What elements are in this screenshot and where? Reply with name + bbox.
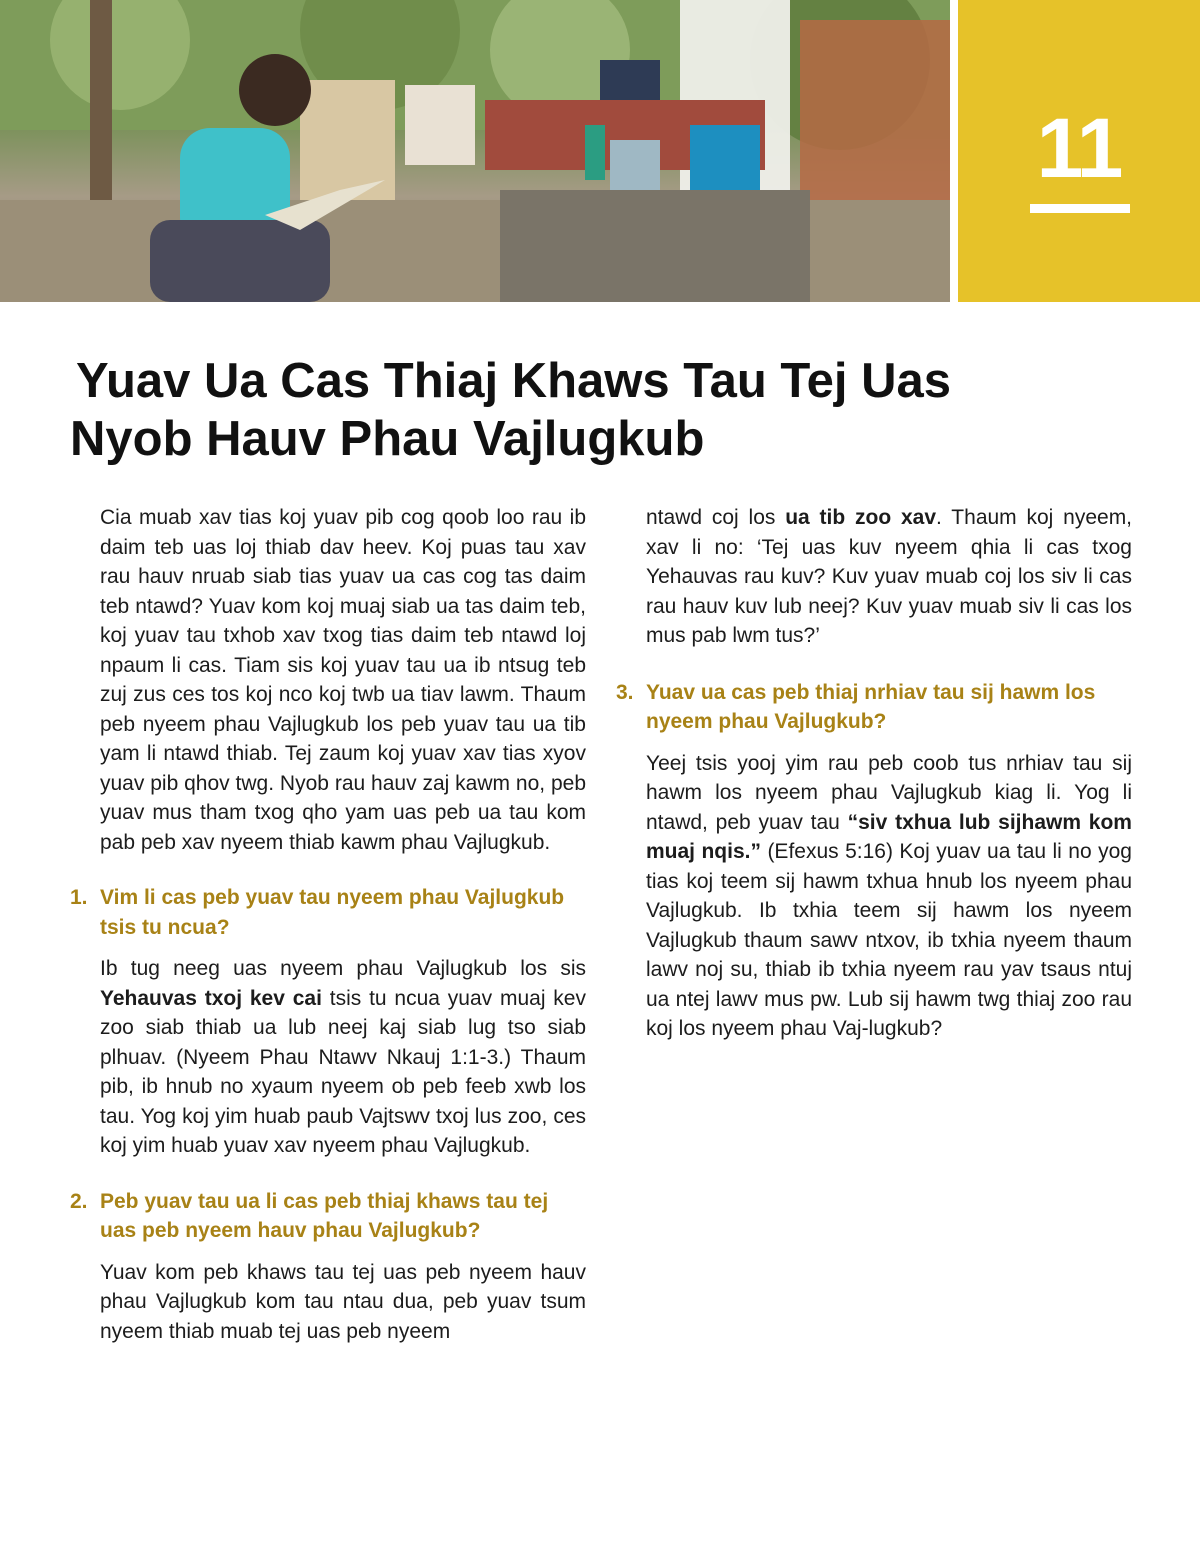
- question-3: [616, 678, 1132, 737]
- answer-2-paragraph-start: Yuav kom peb khaws tau tej uas peb nyeem hauv phau Vajlugkub kom tau ntau dua, peb yuav tsum nyeem thiab muab tej uas peb nyeem: [100, 1260, 586, 1343]
- right-column: [616, 503, 1133, 1044]
- photo-separator: [950, 0, 958, 302]
- chapter-underline: [1030, 204, 1130, 213]
- question-3-text: Yuav ua cas peb thiaj nrhiav tau sij hawm los nyeem phau Vajlugkub?: [646, 680, 1096, 733]
- title-line-2: Nyob Hauv Phau Vajlugkub: [70, 412, 705, 466]
- answer-3-paragraph: [646, 749, 1132, 1044]
- photo-illustration: [0, 0, 950, 302]
- answer-1-text-a: Ib tug neeg uas nyeem phau Vajlugkub los sis: [100, 957, 586, 980]
- question-2: [70, 1187, 586, 1246]
- intro-paragraph: Cia muab xav tias koj yuav pib cog qoob loo rau ib daim teb uas loj thiab dav heev. Koj puas tau xav rau hauv nruab siab tias yuav ua cas cog tas daim teb ntawd? Yuav kom koj muaj siab ua tas daim teb, koj yuav tau txhob xav txog tias daim teb ntawd loj npaum li cas. Tiam sis koj yuav tau ua ib ntsug teb zuj zus ces tos koj nco koj twb ua tiav lawm. Thaum peb nyeem phau Vajlugkub los peb yuav tau ua tib yam li ntawd thiab. Tej zaum koj yuav xav tias xyov yuav pib qhov twg. Nyob rau hauv zaj kawm no, peb yuav mus tham txog qho yam uas peb ua tau kom pab peb xav nyeem thiab kawm phau Vajlugkub.: [100, 506, 586, 854]
- chapter-number: 11: [1036, 101, 1122, 195]
- question-2-number: 2.: [70, 1189, 88, 1213]
- question-3-number: 3.: [616, 680, 634, 704]
- answer-1-bold: Yehauvas txoj kev cai: [100, 986, 322, 1010]
- answer-3-text-b: (Efexus 5:16) Koj yuav ua tau li no yog tias koj teem sij hawm txhua hnub los nyeem phau Vajlugkub. Ib txhia teem sij hawm los nyeem Vajlugkub thaum sawv ntxov, ib txhia nyeem thaum lawv noj su, thiab ib txhia nyeem rau yav tsaus ntuj ua ntej lawv mus pw. Lub sij hawm twg thiaj zoo rau koj los nyeem phau Vaj-lugkub?: [646, 840, 1132, 1040]
- answer-2-paragraph-continued: [646, 503, 1132, 651]
- title-line-1: Yuav Ua Cas Thiaj Khaws Tau Tej Uas: [76, 354, 952, 408]
- answer-3-bold: “siv txhua lub sijhawm kom muaj nqis.”: [646, 810, 1132, 863]
- answer-3-text-a: Yeej tsis yooj yim rau peb coob tus nrhiav tau sij hawm los nyeem phau Vajlugkub kiag li. Yog li ntawd, peb yuav tau: [646, 751, 1132, 834]
- page-title: [70, 352, 1030, 468]
- question-1-number: 1.: [70, 886, 88, 909]
- question-2-text: Peb yuav tau ua li cas peb thiaj khaws tau tej uas peb nyeem hauv phau Vajlugkub?: [100, 1189, 549, 1242]
- header-photo: [0, 0, 950, 302]
- question-1: [70, 883, 586, 942]
- answer-1-paragraph: [100, 954, 586, 1161]
- answer-2-text-b: . Thaum koj nyeem, xav li no: ‘Tej uas kuv nyeem qhia li cas txog Yehauvas rau kuv? Kuv yuav muab coj los siv li cas rau hauv kuv lub neej? Kuv yuav muab siv li cas los mus pab lwm tus?’: [646, 506, 1133, 647]
- answer-2-text-a: ntawd coj los: [646, 506, 786, 529]
- answer-2-bold: ua tib zoo xav: [785, 506, 937, 529]
- answer-1-text-b: tsis tu ncua yuav muaj kev zoo siab thiab ua lub neej kaj siab lug tso siab plhuav. (Nyeem Phau Ntawv Nkauj 1:1-3.) Thaum pib, ib hnub no xyaum nyeem ob peb feeb xwb los tau. Yog koj yim huab paub Vajtswv txoj lus zoo, ces koj yim huab yuav xav nyeem phau Vajlugkub.: [100, 986, 586, 1157]
- left-column: [70, 503, 586, 1346]
- chapter-badge: [958, 0, 1200, 302]
- question-1-text: Vim li cas peb yuav tau nyeem phau Vajlugkub tsis tu ncua?: [100, 886, 565, 939]
